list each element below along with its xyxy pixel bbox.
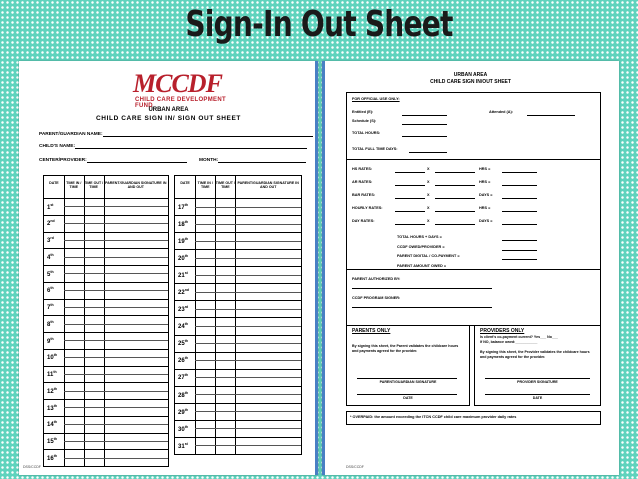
entitled-label: Entitled (E):: [352, 110, 374, 114]
day-label: 7th: [47, 303, 54, 312]
page-code: DSS/CCDF: [23, 465, 41, 469]
parent-authorized-label: PARENT AUTHORIZED BY:: [352, 277, 401, 281]
day-label: 18th: [178, 219, 188, 228]
child-name-label: CHILD'S NAME:: [39, 144, 76, 149]
ccdf-logo: [127, 69, 237, 109]
day-label: 1st: [47, 202, 54, 211]
providers-only-title: PROVIDERS ONLY: [480, 328, 525, 334]
column-header: DATE: [49, 181, 59, 185]
logo-subtitle: CHILD CARE DEVELOPMENT FUND: [135, 97, 226, 109]
providers-only-box: [474, 325, 601, 406]
page-title: Sign-In Out Sheet: [185, 4, 453, 45]
rate-label: BAR RATES:: [352, 193, 376, 197]
column-header: TIME OUT / TIME: [215, 181, 235, 189]
total-hours-label: TOTAL HOURS:: [352, 131, 381, 135]
column-header: PARENT/GUARDIAN SIGNATURE IN AND OUT: [237, 181, 299, 189]
provider-date-label: DATE: [532, 396, 543, 400]
logo-text: MCCDF: [133, 69, 222, 98]
column-header: TIME IN / TIME: [197, 181, 213, 189]
parents-only-text: By signing this sheet, the Parent validates the childcare hours and payments agreed for the provider.: [352, 344, 459, 353]
sign-table-left: [43, 175, 169, 467]
sign-in-out-form-office: [322, 61, 619, 475]
day-label: 2nd: [47, 219, 55, 228]
day-label: 6th: [47, 286, 54, 295]
day-label: 24th: [178, 322, 188, 331]
page-edge: [322, 61, 325, 475]
parents-only-title: PARENTS ONLY: [352, 328, 391, 334]
provider-signature-label: PROVIDER SIGNATURE: [517, 380, 558, 384]
column-header: PARENT/GUARDIAN SIGNATURE IN AND OUT: [105, 181, 167, 189]
day-label: 5th: [47, 269, 54, 278]
month-field[interactable]: [199, 157, 306, 163]
overpaid-note: * OVERPAID: the amount exceeding the ITCN CCDF child care maximum provider daily rates: [350, 415, 517, 419]
day-label: 26th: [178, 356, 188, 365]
day-label: 8th: [47, 319, 54, 328]
rate-unit: DAYS =: [479, 219, 493, 223]
overpaid-note-box: [346, 411, 601, 425]
total-label: PARENT DIGITAL / CO-PAYMENT =: [397, 254, 460, 258]
day-label: 12th: [47, 386, 57, 395]
multiply-sign: X: [427, 180, 430, 184]
day-label: 21st: [178, 271, 188, 280]
multiply-sign: X: [427, 219, 430, 223]
day-label: 31st: [178, 441, 188, 450]
sheet-title: CHILD CARE SIGN IN/OUT SHEET: [430, 79, 511, 85]
attended-label: Attended (A):: [489, 110, 514, 114]
column-header: DATE: [180, 181, 190, 185]
rate-unit: DAYS =: [479, 193, 493, 197]
ccdf-program-label: CCDF PROGRAM SIGNER:: [352, 296, 401, 300]
office-use-label: FOR OFFICIAL USE ONLY:: [352, 97, 400, 101]
rate-label: DAY RATES:: [352, 219, 375, 223]
day-label: 16th: [47, 453, 57, 462]
providers-only-text: By signing this sheet, the Provider validates the childcare hours and payments agreed for the provider.: [480, 350, 590, 359]
day-label: 25th: [178, 339, 188, 348]
day-label: 30th: [178, 424, 188, 433]
sign-in-out-form: [19, 61, 318, 475]
total-label: PARENT AMOUNT OWED =: [397, 263, 447, 268]
rate-label: HS RATES:: [352, 167, 373, 171]
area-label: URBAN AREA: [453, 72, 488, 78]
full-time-days-label: TOTAL FULL TIME DAYS:: [352, 147, 398, 151]
sheet-title: CHILD CARE SIGN IN/ SIGN OUT SHEET: [96, 115, 241, 122]
day-label: 3rd: [47, 236, 54, 245]
rate-label: AR RATES:: [352, 180, 373, 184]
day-label: 20th: [178, 253, 188, 262]
day-label: 19th: [178, 236, 188, 245]
multiply-sign: X: [427, 193, 430, 197]
day-label: 9th: [47, 336, 54, 345]
day-label: 13th: [47, 403, 57, 412]
office-use-box: [346, 92, 601, 326]
center-provider-label: CENTER/PROVIDER:: [39, 158, 87, 163]
parent-date-label: DATE: [403, 396, 413, 400]
rate-label: HOURLY RATES:: [352, 206, 383, 210]
day-label: 15th: [47, 437, 57, 446]
copayment-question: Is client's co-payment current? Yes___ No___: [480, 335, 558, 339]
schedule-label: Schedule (S):: [352, 119, 377, 123]
multiply-sign: X: [427, 167, 430, 171]
total-label: CCDF OWED/PROVIDER =: [397, 244, 445, 249]
center-provider-field[interactable]: [39, 157, 187, 163]
day-label: 28th: [178, 390, 188, 399]
day-label: 22nd: [178, 288, 189, 297]
column-header: TIME IN / TIME: [66, 181, 82, 189]
total-label: TOTAL HOURS + DAYS =: [397, 235, 442, 239]
month-label: MONTH:: [199, 158, 219, 163]
parent-name-field[interactable]: [39, 131, 313, 137]
page-code: DSS/CCDF: [346, 465, 364, 469]
rate-unit: HRS =: [479, 180, 491, 184]
page-edge: [315, 61, 318, 475]
day-label: 27th: [178, 373, 188, 382]
parents-only-box: [346, 325, 470, 406]
child-name-field[interactable]: [39, 143, 307, 149]
rate-unit: HRS =: [479, 206, 491, 210]
day-label: 17th: [178, 202, 188, 211]
sign-table-right: [174, 175, 302, 455]
day-label: 14th: [47, 420, 57, 429]
balance-owed: If NO, balance owed:___________: [480, 340, 538, 344]
day-label: 11th: [47, 370, 57, 379]
day-label: 10th: [47, 353, 57, 362]
parent-name-label: PARENT/GUARDIAN NAME:: [39, 132, 103, 137]
day-label: 23rd: [178, 305, 189, 314]
parent-signature-label: PARENT/GUARDIAN SIGNATURE: [379, 380, 437, 384]
day-label: 29th: [178, 407, 188, 416]
rate-unit: HRS =: [479, 167, 491, 171]
multiply-sign: X: [427, 206, 430, 210]
area-label: URBAN AREA: [148, 107, 189, 113]
column-header: TIME OUT / TIME: [84, 181, 104, 189]
day-label: 4th: [47, 252, 54, 261]
